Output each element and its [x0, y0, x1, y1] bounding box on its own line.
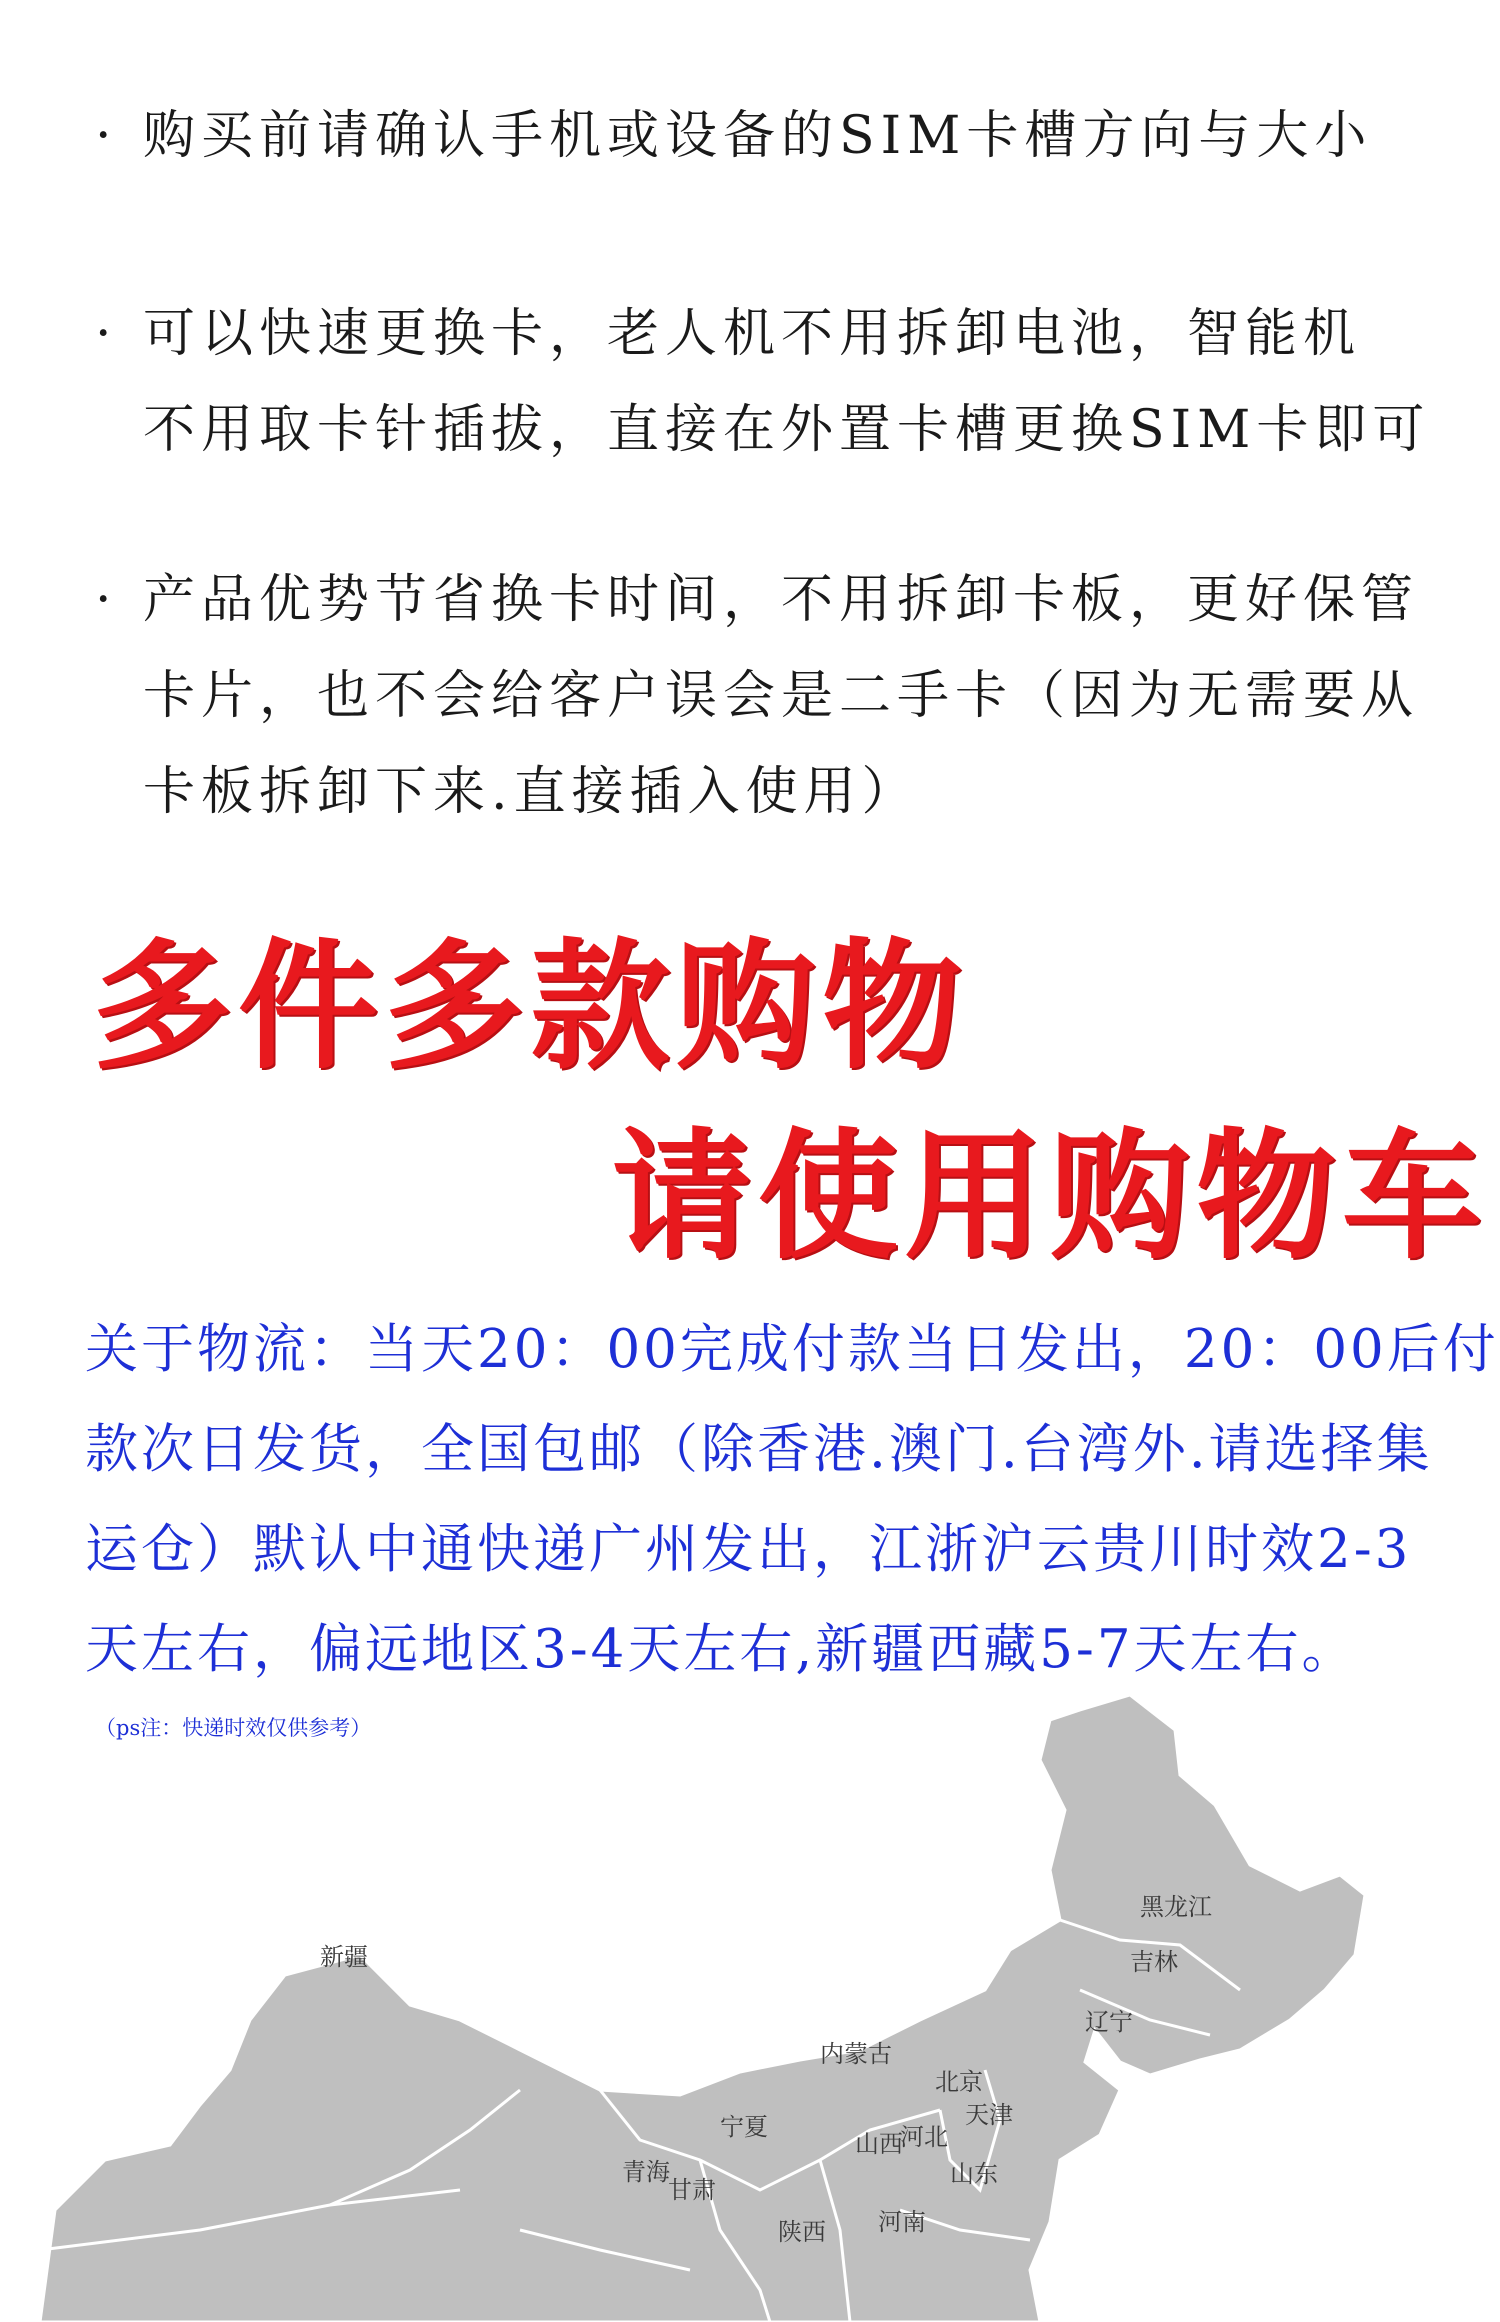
- bullet-line: 可以快速更换卡，老人机不用拆卸电池，智能机: [143, 304, 1362, 364]
- bullet-sim-direction: [95, 88, 1425, 184]
- logistics-line: 关于物流：当天20：00完成付款当日发出，20：00后付: [85, 1319, 1499, 1380]
- province-label: 辽宁: [1085, 2008, 1133, 2036]
- bullet-line: 购买前请确认手机或设备的SIM卡槽方向与大小: [143, 106, 1373, 166]
- logistics-line: 运仓）默认中通快递广州发出，江浙沪云贵川时效2-3: [85, 1519, 1412, 1580]
- bullet-line: 产品优势节省换卡时间，不用拆卸卡板，更好保管: [143, 570, 1420, 630]
- province-label: 宁夏: [720, 2113, 768, 2141]
- province-label: 山西: [855, 2130, 903, 2158]
- bullet-quick-swap: [95, 286, 1431, 478]
- province-label: 吉林: [1130, 1948, 1178, 1976]
- province-label: 天津: [965, 2101, 1013, 2129]
- bullet-product-advantage: [95, 552, 1425, 840]
- province-label: 内蒙古: [820, 2040, 892, 2068]
- bullet-dot: ·: [95, 106, 118, 166]
- delivery-note: （ps注：快递时效仅供参考）: [95, 1716, 372, 1740]
- logistics-line: 天左右，偏远地区3-4天左右,新疆西藏5-7天左右。: [85, 1619, 1358, 1680]
- province-label: 山东: [950, 2160, 998, 2188]
- province-label: 河北: [900, 2123, 948, 2151]
- logistics-line: 款次日发货，全国包邮（除香港.澳门.台湾外.请选择集: [85, 1419, 1433, 1480]
- logistics-info: [85, 1300, 1499, 1700]
- china-map-svg: [0, 1690, 1500, 2322]
- china-map: [0, 1690, 1500, 2322]
- promo-use-cart: 请使用购物车: [612, 1116, 1489, 1279]
- bullet-dot: ·: [95, 570, 118, 630]
- province-label: 甘肃: [668, 2176, 716, 2204]
- province-label: 黑龙江: [1140, 1893, 1212, 1921]
- china-mainland-shape: [40, 1695, 1365, 2322]
- province-label: 青海: [622, 2158, 670, 2186]
- bullet-dot: ·: [95, 304, 118, 364]
- bullet-line: 卡板拆卸下来.直接插入使用）: [143, 762, 920, 822]
- province-label: 新疆: [320, 1943, 368, 1971]
- province-label: 北京: [935, 2068, 983, 2096]
- bullet-line: 卡片，也不会给客户误会是二手卡（因为无需要从: [143, 666, 1420, 726]
- province-label: 陕西: [778, 2218, 826, 2246]
- province-label: 河南: [878, 2208, 926, 2236]
- promo-multi-items: 多件多款购物: [92, 926, 969, 1089]
- bullet-line: 不用取卡针插拔，直接在外置卡槽更换SIM卡即可: [143, 400, 1431, 460]
